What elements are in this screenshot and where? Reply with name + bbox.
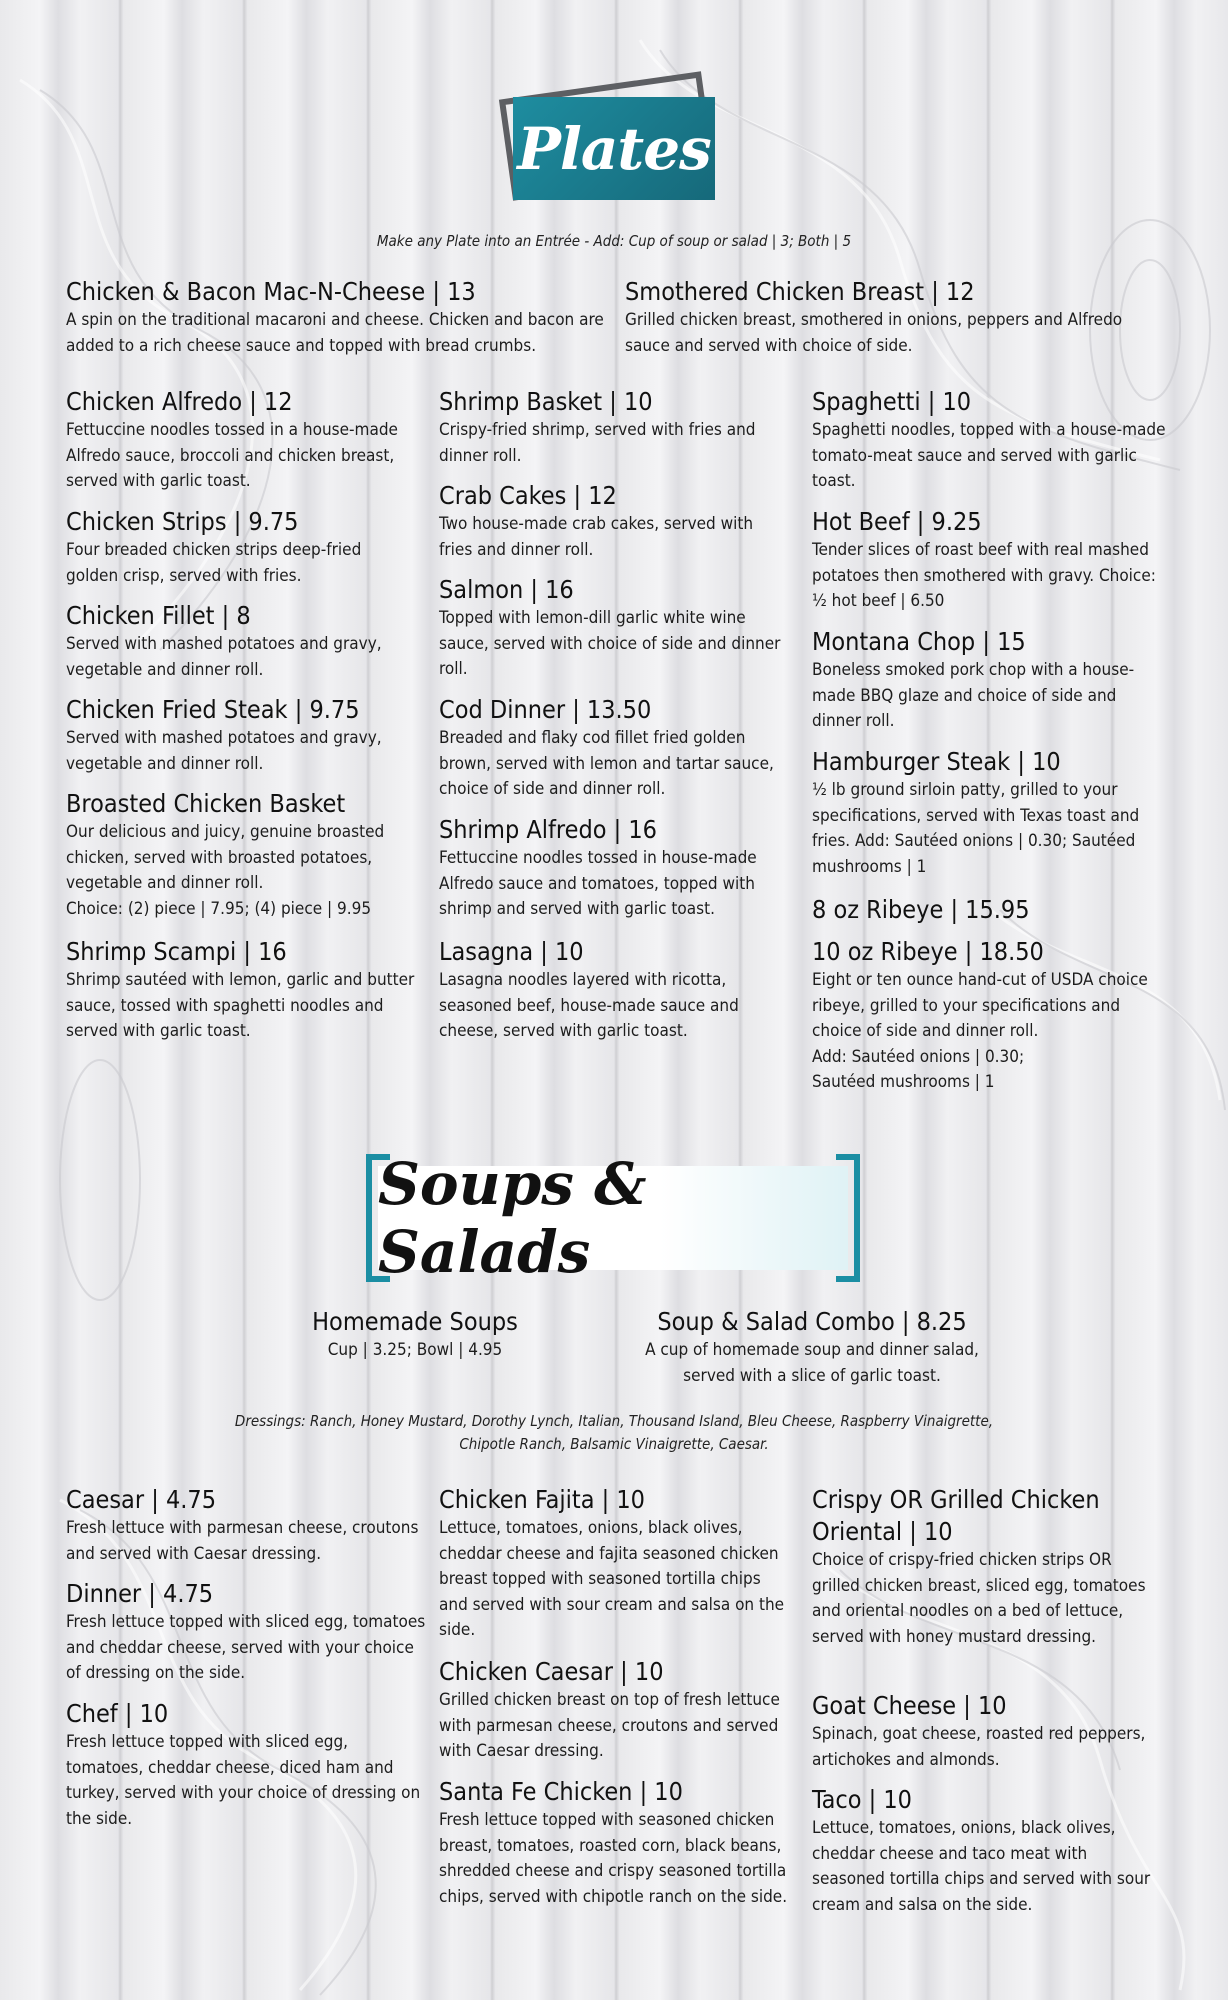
menu-item-hot-beef: [812, 506, 1167, 615]
item-title: Santa Fe Chicken | 10: [439, 1777, 683, 1806]
item-title: Chicken Fried Steak | 9.75: [66, 695, 360, 724]
item-title: Chicken Caesar | 10: [439, 1657, 664, 1686]
item-desc: A spin on the traditional macaroni and cheese. Chicken and bacon are added to a rich cheese sauce and topped with bread crumbs.: [66, 310, 604, 356]
item-title: Shrimp Scampi | 16: [66, 937, 287, 966]
dressings-line-2: Chipotle Ranch, Balsamic Vinaigrette, Caesar.: [459, 1435, 769, 1453]
item-desc: Lettuce, tomatoes, onions, black olives, cheddar cheese and fajita seasoned chicken breast topped with seasoned tortilla chips and served with sour cream and salsa on the side.: [439, 1518, 785, 1640]
menu-item-shrimp-scampi: [66, 936, 416, 1045]
item-addon: Sautéed mushrooms | 1: [812, 1072, 995, 1092]
item-title: 8 oz Ribeye | 15.95: [812, 895, 1030, 924]
item-desc: Grilled chicken breast on top of fresh lettuce with parmesan cheese, croutons and served with Caesar dressing.: [439, 1690, 780, 1761]
item-title: Caesar | 4.75: [66, 1485, 216, 1514]
item-desc: Two house-made crab cakes, served with fries and dinner roll.: [439, 514, 754, 560]
menu-item-homemade-soups: [265, 1306, 565, 1364]
item-desc: Breaded and flaky cod fillet fried golden brown, served with lemon and tartar sauce, choice of side and dinner roll.: [439, 728, 774, 799]
item-desc: Eight or ten ounce hand-cut of USDA choice ribeye, grilled to your specifications and choice of side and dinner roll.: [812, 970, 1148, 1041]
menu-item-chicken-alfredo: [66, 386, 416, 495]
item-title: Crab Cakes | 12: [439, 481, 617, 510]
menu-item-chicken-strips: [66, 506, 416, 589]
menu-item-dinner-salad: [66, 1578, 426, 1687]
item-title: Lasagna | 10: [439, 937, 584, 966]
item-title: Montana Chop | 15: [812, 627, 1026, 656]
item-title: Chicken & Bacon Mac-N-Cheese | 13: [66, 277, 476, 306]
item-desc: Fresh lettuce with parmesan cheese, croutons and served with Caesar dressing.: [66, 1518, 419, 1564]
menu-item-soup-salad-combo: [612, 1306, 1012, 1389]
item-title: Salmon | 16: [439, 575, 574, 604]
dressings-line-1: Dressings: Ranch, Honey Mustard, Dorothy Lynch, Italian, Thousand Island, Bleu Cheese, Raspberry Vinaigrette,: [234, 1412, 994, 1430]
soups-salads-heading: Soups & Salads: [378, 1150, 647, 1286]
menu-item-chicken-fajita: [439, 1484, 789, 1644]
item-desc: Fresh lettuce topped with sliced egg, tomatoes, cheddar cheese, diced ham and turkey, served with your choice of dressing on the side.: [66, 1732, 421, 1829]
menu-item-crab-cakes: [439, 480, 789, 563]
item-desc: served with a slice of garlic toast.: [683, 1365, 941, 1386]
menu-item-smothered-chicken: [625, 276, 1160, 359]
menu-item-shrimp-alfredo: [439, 814, 789, 923]
menu-item-chicken-caesar: [439, 1656, 789, 1765]
item-desc: Fresh lettuce topped with seasoned chicken breast, tomatoes, roasted corn, black beans, shredded cheese and crispy seasoned tortilla chips, served with chipotle ranch on the side.: [439, 1810, 788, 1907]
item-desc: Topped with lemon-dill garlic white wine sauce, served with choice of side and dinner roll.: [439, 608, 781, 679]
menu-item-spaghetti: [812, 386, 1167, 495]
item-title: Hamburger Steak | 10: [812, 747, 1061, 776]
item-desc: Served with mashed potatoes and gravy, vegetable and dinner roll.: [66, 728, 382, 774]
item-desc: A cup of homemade soup and dinner salad,: [645, 1340, 979, 1360]
plates-banner-box: [513, 97, 715, 200]
menu-item-8oz-ribeye: [812, 894, 1167, 926]
item-title: Shrimp Basket | 10: [439, 387, 653, 416]
menu-item-broasted-chicken: [66, 788, 416, 922]
menu-item-oriental-chicken: [812, 1484, 1152, 1650]
menu-item-goat-cheese: [812, 1690, 1152, 1773]
plates-heading: Plates: [517, 114, 711, 183]
item-desc: Boneless smoked pork chop with a house-made BBQ glaze and choice of side and dinner roll.: [812, 660, 1135, 731]
menu-item-shrimp-basket: [439, 386, 789, 469]
menu-item-santa-fe-chicken: [439, 1776, 789, 1910]
plates-banner: [513, 97, 715, 200]
item-desc: Fettuccine noodles tossed in a house-made Alfredo sauce, broccoli and chicken breast, served with garlic toast.: [66, 420, 398, 491]
item-desc: Cup | 3.25; Bowl | 4.95: [327, 1340, 503, 1360]
item-title: Chicken Fajita | 10: [439, 1485, 645, 1514]
menu-item-salmon: [439, 574, 789, 683]
item-title: Homemade Soups: [312, 1307, 518, 1336]
menu-item-caesar: [66, 1484, 426, 1567]
item-title: Taco | 10: [812, 1785, 912, 1814]
soups-salads-banner: [366, 1150, 860, 1286]
menu-item-mac-n-cheese: [66, 276, 606, 359]
plates-entree-note: Make any Plate into an Entrée - Add: Cup of soup or salad | 3; Both | 5: [376, 232, 852, 250]
item-title: Spaghetti | 10: [812, 387, 972, 416]
item-title: Broasted Chicken Basket: [66, 789, 346, 818]
soups-salads-banner-box: [378, 1150, 848, 1286]
item-desc: Fresh lettuce topped with sliced egg, tomatoes and cheddar cheese, served with your choice of dressing on the side.: [66, 1612, 426, 1683]
item-title: Chicken Fillet | 8: [66, 601, 251, 630]
menu-item-cod-dinner: [439, 694, 789, 803]
menu-item-taco-salad: [812, 1784, 1152, 1918]
item-desc: Shrimp sautéed with lemon, garlic and butter sauce, tossed with spaghetti noodles and served with garlic toast.: [66, 970, 415, 1041]
menu-item-chicken-fried-steak: [66, 694, 416, 777]
item-title: Cod Dinner | 13.50: [439, 695, 652, 724]
item-title: 10 oz Ribeye | 18.50: [812, 937, 1044, 966]
item-title: Crispy OR Grilled Chicken Oriental | 10: [812, 1485, 1100, 1546]
item-desc: Choice of crispy-fried chicken strips OR grilled chicken breast, sliced egg, tomatoes and oriental noodles on a bed of lettuce, served with honey mustard dressing.: [812, 1550, 1146, 1647]
item-desc: Spinach, goat cheese, roasted red peppers, artichokes and almonds.: [812, 1724, 1146, 1770]
item-addon: Add: Sautéed onions | 0.30;: [812, 1046, 1025, 1067]
menu-item-lasagna: [439, 936, 789, 1045]
menu-item-montana-chop: [812, 626, 1167, 735]
item-desc: Fettuccine noodles tossed in house-made Alfredo sauce and tomatoes, topped with shrimp and served with garlic toast.: [439, 848, 757, 919]
item-title: Chicken Alfredo | 12: [66, 387, 293, 416]
item-desc: Our delicious and juicy, genuine broasted chicken, served with broasted potatoes, vegetable and dinner roll.: [66, 822, 385, 893]
item-title: Shrimp Alfredo | 16: [439, 815, 657, 844]
menu-item-10oz-ribeye: [812, 936, 1167, 1096]
item-choice: Choice: (2) piece | 7.95; (4) piece | 9.95: [66, 898, 372, 919]
item-desc: Four breaded chicken strips deep-fried golden crisp, served with fries.: [66, 540, 362, 586]
item-desc: Tender slices of roast beef with real mashed potatoes then smothered with gravy. Choice: ½ hot beef | 6.50: [812, 540, 1156, 611]
item-title: Soup & Salad Combo | 8.25: [657, 1307, 967, 1336]
menu-item-chicken-fillet: [66, 600, 416, 683]
item-title: Chicken Strips | 9.75: [66, 507, 299, 536]
item-desc: Spaghetti noodles, topped with a house-made tomato-meat sauce and served with garlic toast.: [812, 420, 1166, 491]
item-desc: Served with mashed potatoes and gravy, vegetable and dinner roll.: [66, 634, 382, 680]
item-title: Smothered Chicken Breast | 12: [625, 277, 975, 306]
item-title: Dinner | 4.75: [66, 1579, 214, 1608]
item-title: Chef | 10: [66, 1699, 169, 1728]
item-desc: Lasagna noodles layered with ricotta, seasoned beef, house-made sauce and cheese, served with garlic toast.: [439, 970, 739, 1041]
item-desc: Grilled chicken breast, smothered in onions, peppers and Alfredo sauce and served with choice of side.: [625, 310, 1123, 356]
menu-item-chef-salad: [66, 1698, 426, 1832]
item-title: Hot Beef | 9.25: [812, 507, 982, 536]
item-desc: Lettuce, tomatoes, onions, black olives, cheddar cheese and taco meat with seasoned tortilla chips and served with sour cream and salsa on the side.: [812, 1818, 1151, 1915]
item-desc: Crispy-fried shrimp, served with fries and dinner roll.: [439, 420, 756, 466]
item-desc: ½ lb ground sirloin patty, grilled to your specifications, served with Texas toast and fries. Add: Sautéed onions | 0.30; Sautéed mushrooms | 1: [812, 780, 1140, 877]
menu-item-hamburger-steak: [812, 746, 1167, 880]
item-title: Goat Cheese | 10: [812, 1691, 1007, 1720]
